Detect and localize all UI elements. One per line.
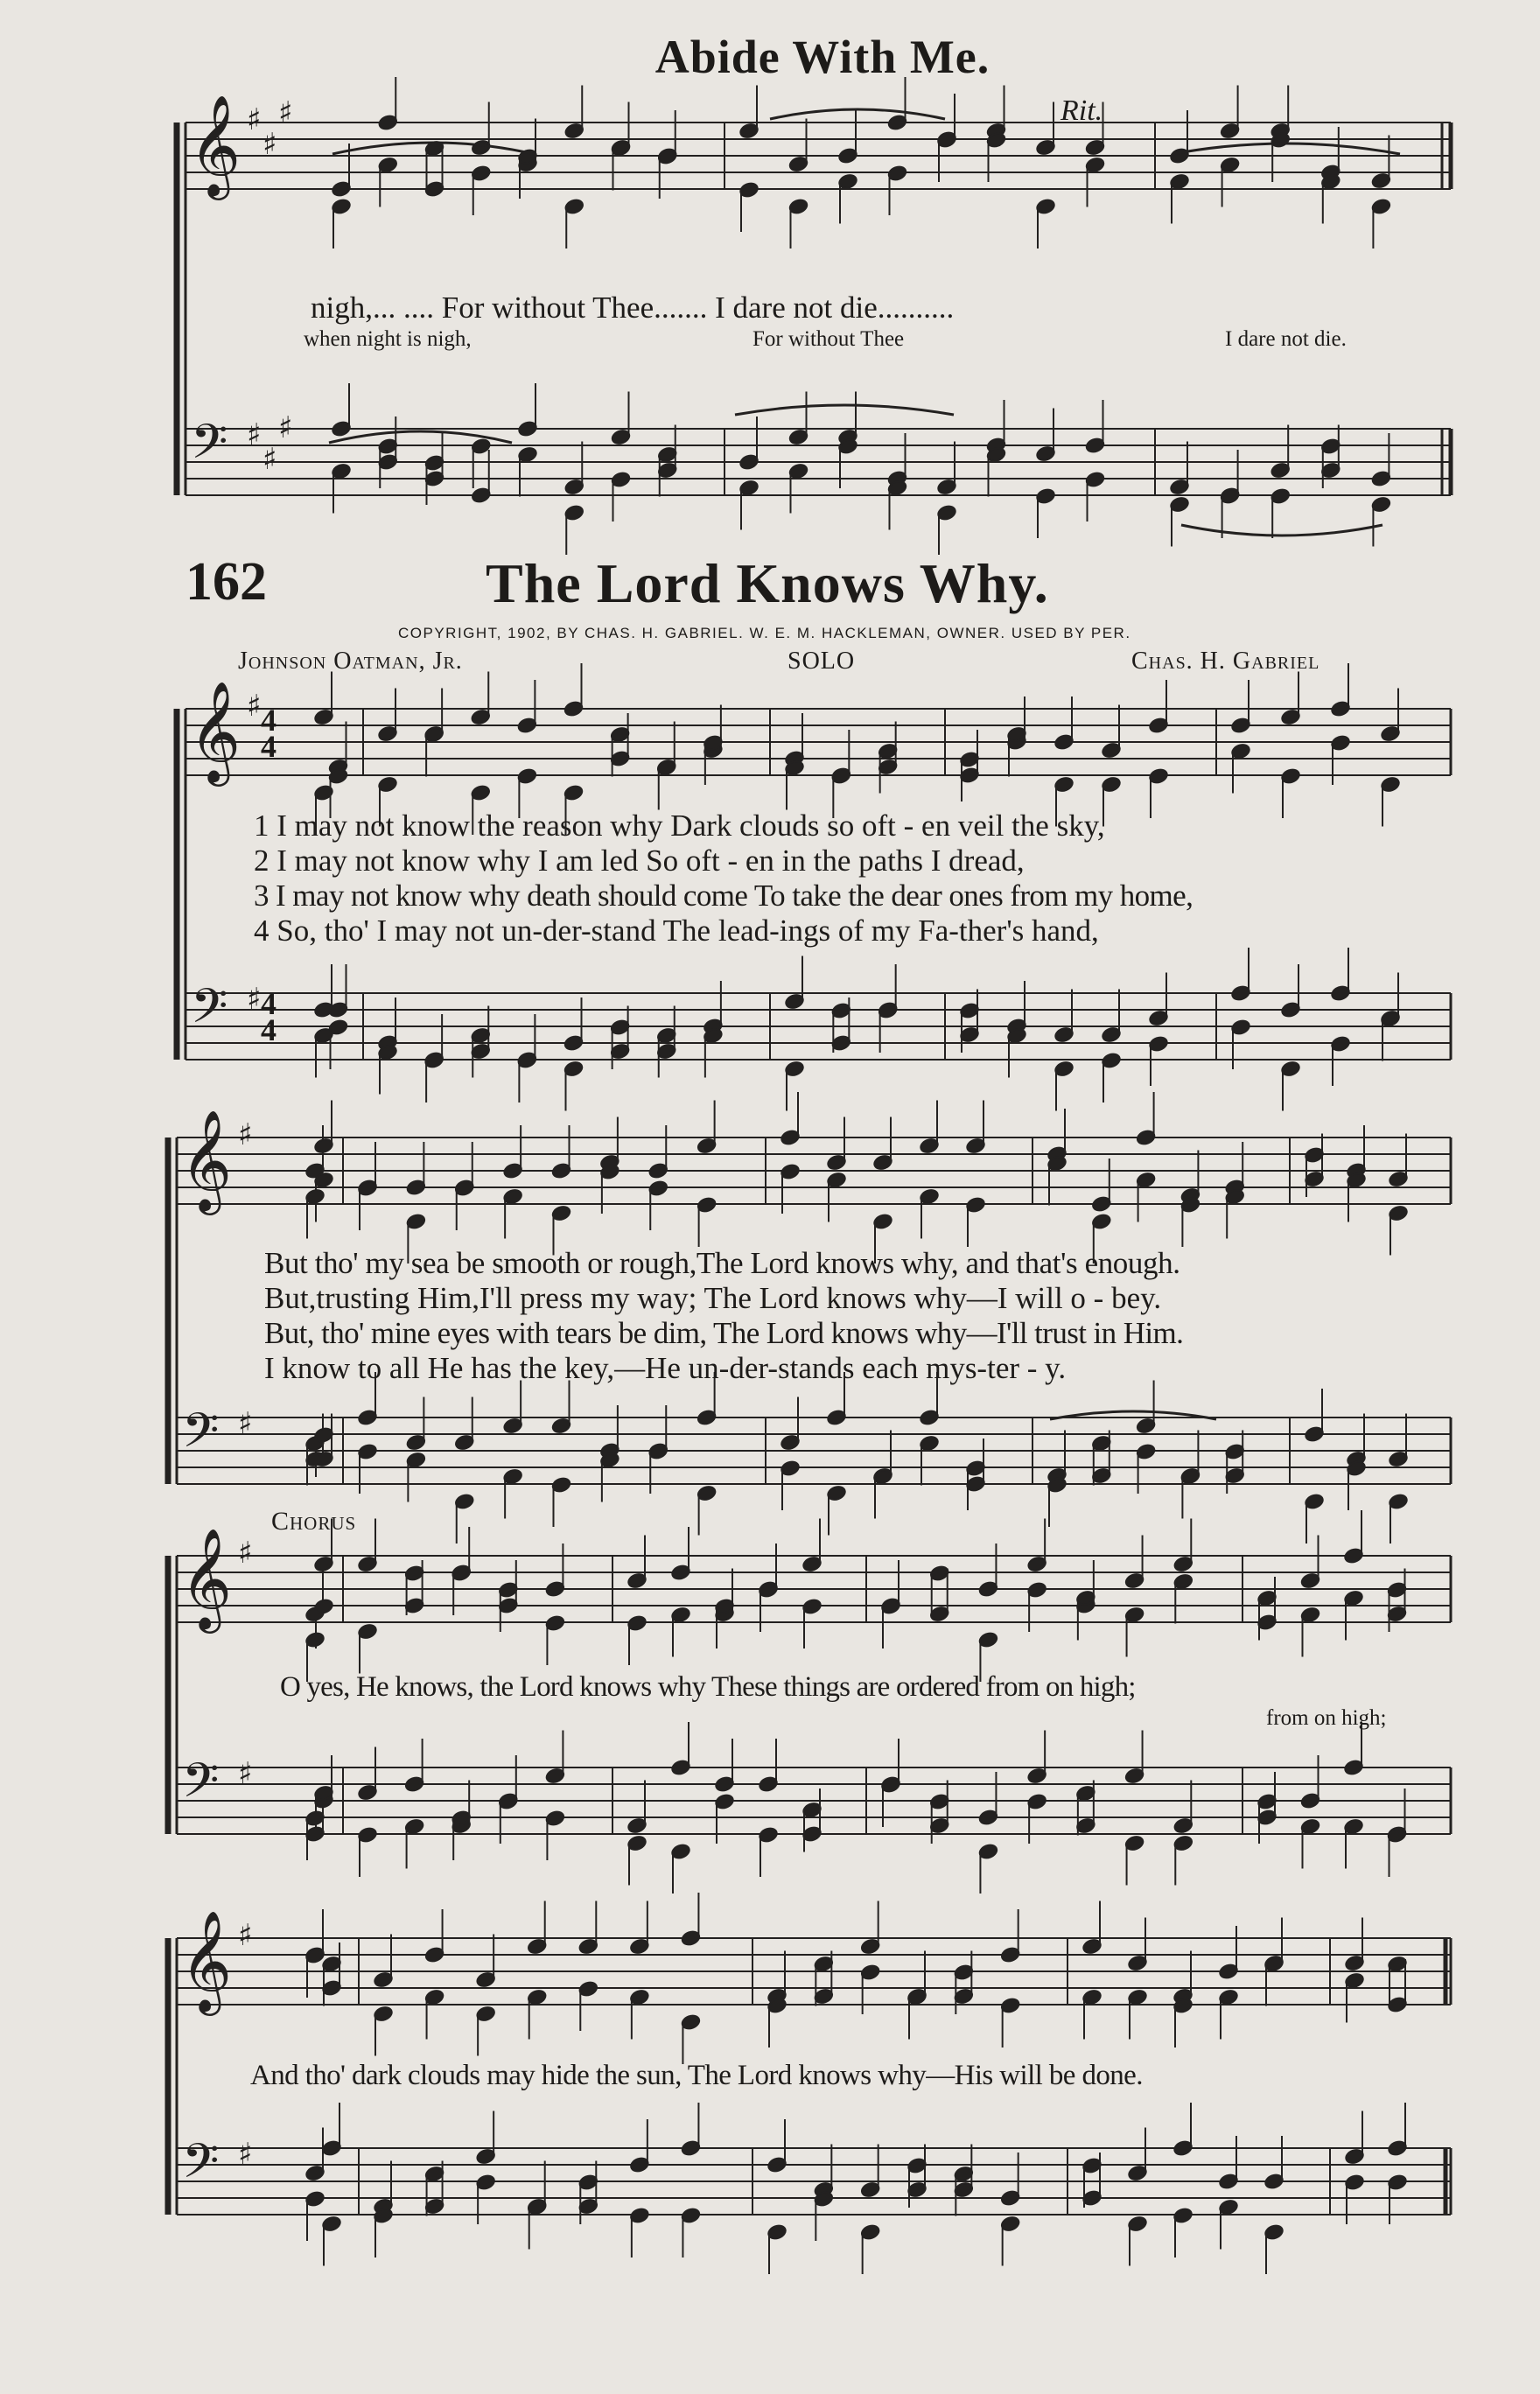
time-sig-bottom: 4 bbox=[261, 729, 276, 764]
treble-time-signature bbox=[256, 703, 282, 764]
tempo-mark-ritardando: Rit. bbox=[1060, 94, 1103, 127]
hymn-title: The Lord Knows Why. bbox=[486, 552, 1049, 614]
verse-3-line-a: 3 I may not know why death should come To take the dear ones from my home, bbox=[254, 878, 1194, 913]
top-hymn-lyrics-line2-part1: when night is nigh, bbox=[304, 327, 472, 351]
top-hymn-lyrics-line2-part2: For without Thee bbox=[752, 327, 905, 351]
key-sharp: ♯ bbox=[238, 1918, 253, 1953]
verse-2-line-b: But,trusting Him,I'll press my way; The Lord knows why—I will o - bey. bbox=[264, 1281, 1162, 1315]
chorus-lyrics-line1: O yes, He knows, the Lord knows why These things are ordered from on high; bbox=[280, 1671, 1136, 1703]
top-hymn-lyrics-line2-part3: I dare not die. bbox=[1225, 327, 1347, 351]
key-sharp: ♯ bbox=[278, 95, 293, 130]
key-sharp: ♯ bbox=[247, 689, 262, 724]
key-sharp: ♯ bbox=[247, 102, 262, 137]
slur bbox=[735, 405, 954, 415]
time-sig-bottom: 4 bbox=[261, 1012, 276, 1047]
top-hymn-lyrics-line1: nigh,... .... For without Thee....... I dare not die.......... bbox=[311, 290, 955, 325]
slur bbox=[770, 109, 945, 119]
key-sharp: ♯ bbox=[238, 1406, 253, 1441]
bass-clef: 𝄢 bbox=[182, 1403, 220, 1470]
slur bbox=[1172, 144, 1400, 154]
key-sharp: ♯ bbox=[262, 127, 277, 162]
key-sharp: ♯ bbox=[238, 2137, 253, 2172]
key-sharp: ♯ bbox=[262, 442, 277, 477]
time-sig-top: 4 bbox=[261, 703, 276, 738]
key-sharp: ♯ bbox=[278, 410, 293, 445]
top-hymn-title: Abide With Me. bbox=[654, 31, 990, 83]
bass-time-signature bbox=[256, 986, 282, 1047]
key-sharp: ♯ bbox=[238, 1536, 253, 1571]
treble-clef: 𝄞 bbox=[180, 1109, 233, 1211]
hymn-number: 162 bbox=[186, 552, 267, 612]
slur bbox=[1181, 525, 1382, 536]
chorus-echo: from on high; bbox=[1266, 1706, 1387, 1730]
lyricist: Johnson Oatman, Jr. bbox=[238, 648, 463, 675]
verse-3-line-b: But, tho' mine eyes with tears be dim, The Lord knows why—I'll trust in Him. bbox=[264, 1316, 1184, 1350]
treble-clef: 𝄞 bbox=[180, 1909, 233, 2012]
verse-1-line-a: 1 I may not know the reason why Dark clouds so oft - en veil the sky, bbox=[254, 808, 1105, 843]
key-sharp: ♯ bbox=[247, 982, 262, 1017]
time-sig-top: 4 bbox=[261, 986, 276, 1021]
bass-clef: 𝄢 bbox=[182, 1753, 220, 1820]
treble-clef: 𝄞 bbox=[189, 94, 242, 196]
key-sharp: ♯ bbox=[238, 1756, 253, 1791]
verse-1-line-b: But tho' my sea be smooth or rough,The Lord knows why, and that's enough. bbox=[264, 1246, 1180, 1280]
treble-clef: 𝄞 bbox=[180, 1527, 233, 1629]
bass-clef: 𝄢 bbox=[191, 414, 228, 481]
treble-clef: 𝄞 bbox=[189, 680, 242, 782]
composer: Chas. H. Gabriel bbox=[1131, 648, 1320, 675]
copyright-notice: COPYRIGHT, 1902, BY CHAS. H. GABRIEL. W. E. M. HACKLEMAN, OWNER. USED BY PER. bbox=[398, 625, 1131, 641]
verse-2-line-a: 2 I may not know why I am led So oft - en in the paths I dread, bbox=[254, 844, 1025, 878]
chorus-lyrics-line2: And tho' dark clouds may hide the sun, The Lord knows why—His will be done. bbox=[250, 2060, 1143, 2091]
solo-label: SOLO bbox=[788, 648, 856, 675]
bass-clef: 𝄢 bbox=[182, 2133, 220, 2201]
key-sharp: ♯ bbox=[238, 1117, 253, 1152]
chorus-label: Chorus bbox=[271, 1507, 357, 1536]
key-sharp: ♯ bbox=[247, 417, 262, 452]
bass-clef: 𝄢 bbox=[191, 978, 228, 1046]
verse-4-line-b: I know to all He has the key,—He un-der-stands each mys-ter - y. bbox=[264, 1351, 1067, 1385]
verse-4-line-a: 4 So, tho' I may not un-der-stand The lead-ings of my Fa-ther's hand, bbox=[254, 914, 1099, 948]
